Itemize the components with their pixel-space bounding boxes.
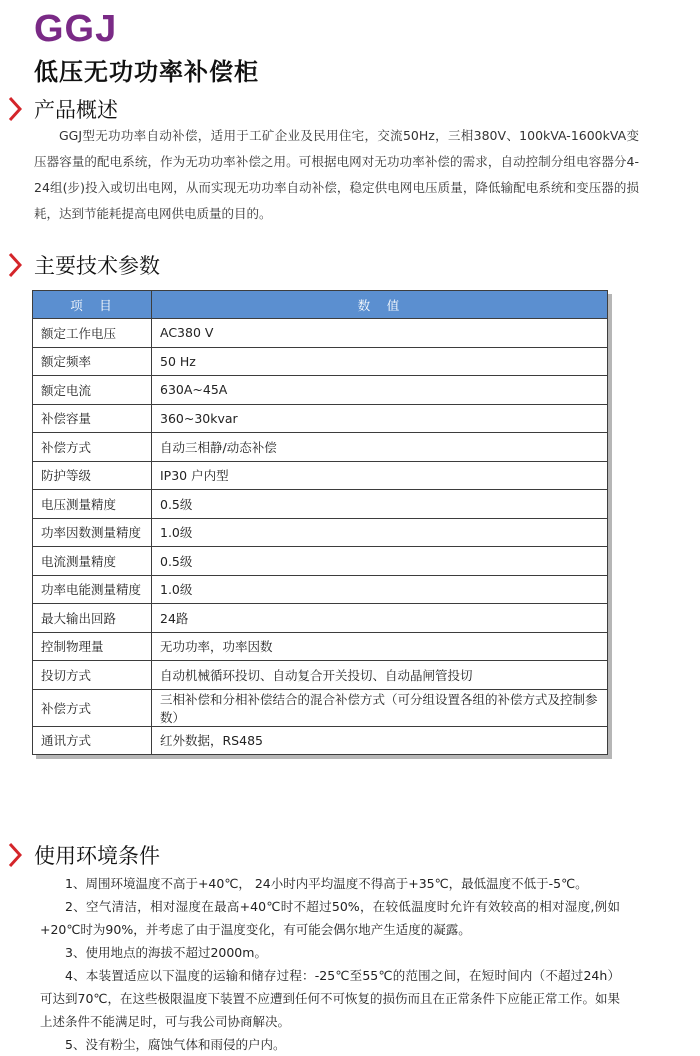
table-row bbox=[33, 604, 608, 633]
section-title-params: 主要技术参数 bbox=[34, 254, 160, 278]
table-row bbox=[33, 726, 608, 755]
section-title-overview: 产品概述 bbox=[34, 98, 118, 122]
chevron-right-icon bbox=[8, 842, 22, 868]
table-row bbox=[33, 433, 608, 462]
param-value-cell: 50 Hz bbox=[152, 347, 608, 376]
table-row bbox=[33, 461, 608, 490]
table-row bbox=[33, 689, 608, 726]
param-value-cell: 1.0级 bbox=[152, 518, 608, 547]
param-name-cell: 功率因数测量精度 bbox=[33, 518, 152, 547]
params-table-body bbox=[33, 319, 608, 755]
param-value-cell: 0.5级 bbox=[152, 490, 608, 519]
param-name-cell: 额定工作电压 bbox=[33, 319, 152, 348]
list-item: 2、空气清洁，相对湿度在最高+40℃时不超过50%，在较低温度时允许有效较高的相对湿度,例如+20℃时为90%，并考虑了由于温度变化，有可能会偶尔地产生适度的凝露。 bbox=[40, 899, 620, 937]
page-title: 低压无功功率补偿柜 bbox=[34, 58, 259, 86]
param-value-cell: 24路 bbox=[152, 604, 608, 633]
table-row bbox=[33, 319, 608, 348]
table-row bbox=[33, 518, 608, 547]
param-name-cell: 电流测量精度 bbox=[33, 547, 152, 576]
overview-paragraph: GGJ型无功功率自动补偿，适用于工矿企业及民用住宅，交流50Hz，三相380V、100kVA-1600kVA变压器容量的配电系统，作为无功功率补偿之用。可根据电网对无功功率补偿的需求，自动控制分组电容器分4-24组(步)投入或切出电网，从而实现无功功率自动补偿，稳定供电网电压质量，降低输配电系统和变压器的损耗，达到节能耗提高电网供电质量的目的。 bbox=[34, 128, 639, 221]
param-name-cell: 补偿容量 bbox=[33, 404, 152, 433]
table-row bbox=[33, 404, 608, 433]
param-name-cell: 额定频率 bbox=[33, 347, 152, 376]
table-header-row bbox=[33, 291, 608, 319]
param-name-cell: 最大输出回路 bbox=[33, 604, 152, 633]
list-item: 4、本装置适应以下温度的运输和储存过程：-25℃至55℃的范围之间，在短时间内（不超过24h）可达到70℃，在这些极限温度下装置不应遭到任何不可恢复的损伤而且在正常条件下应能正常工作。如果上述条件不能满足时，可与我公司协商解决。 bbox=[40, 968, 620, 1029]
param-value-cell: 红外数据，RS485 bbox=[152, 726, 608, 755]
param-name-cell: 补偿方式 bbox=[33, 433, 152, 462]
chevron-right-icon bbox=[8, 252, 22, 278]
params-table bbox=[32, 290, 608, 755]
table-row bbox=[33, 376, 608, 405]
table-row bbox=[33, 490, 608, 519]
param-name-cell: 功率电能测量精度 bbox=[33, 575, 152, 604]
table-row bbox=[33, 575, 608, 604]
section-header-environment bbox=[8, 840, 160, 870]
list-item: 1、周围环境温度不高于+40℃， 24小时内平均温度不得高于+35℃，最低温度不低于-5℃。 bbox=[65, 876, 588, 891]
list-item: 3、使用地点的海拔不超过2000m。 bbox=[65, 945, 267, 960]
param-name-cell: 补偿方式 bbox=[33, 689, 152, 726]
param-value-cell: 自动机械循环投切、自动复合开关投切、自动晶闸管投切 bbox=[152, 661, 608, 690]
table-row bbox=[33, 347, 608, 376]
section-title-environment: 使用环境条件 bbox=[34, 844, 160, 868]
chevron-right-icon bbox=[8, 96, 22, 122]
table-row bbox=[33, 661, 608, 690]
param-name-cell: 电压测量精度 bbox=[33, 490, 152, 519]
param-value-cell: 三相补偿和分相补偿结合的混合补偿方式（可分组设置各组的补偿方式及控制参数） bbox=[152, 689, 608, 726]
section-header-overview bbox=[8, 94, 118, 124]
table-row bbox=[33, 547, 608, 576]
param-name-cell: 投切方式 bbox=[33, 661, 152, 690]
param-value-cell: 360~30kvar bbox=[152, 404, 608, 433]
brand-logo: GGJ bbox=[34, 8, 118, 50]
column-header-value: 数 值 bbox=[152, 291, 608, 319]
param-name-cell: 控制物理量 bbox=[33, 632, 152, 661]
column-header-item: 项 目 bbox=[33, 291, 152, 319]
param-name-cell: 通讯方式 bbox=[33, 726, 152, 755]
param-value-cell: 无功功率，功率因数 bbox=[152, 632, 608, 661]
param-value-cell: 0.5级 bbox=[152, 547, 608, 576]
param-name-cell: 防护等级 bbox=[33, 461, 152, 490]
param-value-cell: AC380 V bbox=[152, 319, 608, 348]
param-value-cell: 630A~45A bbox=[152, 376, 608, 405]
param-value-cell: 1.0级 bbox=[152, 575, 608, 604]
param-value-cell: 自动三相静/动态补偿 bbox=[152, 433, 608, 462]
table-row bbox=[33, 632, 608, 661]
list-item: 5、没有粉尘，腐蚀气体和雨侵的户内。 bbox=[65, 1037, 286, 1052]
section-header-params bbox=[8, 250, 160, 280]
environment-list bbox=[40, 872, 620, 1056]
param-name-cell: 额定电流 bbox=[33, 376, 152, 405]
param-value-cell: IP30 户内型 bbox=[152, 461, 608, 490]
